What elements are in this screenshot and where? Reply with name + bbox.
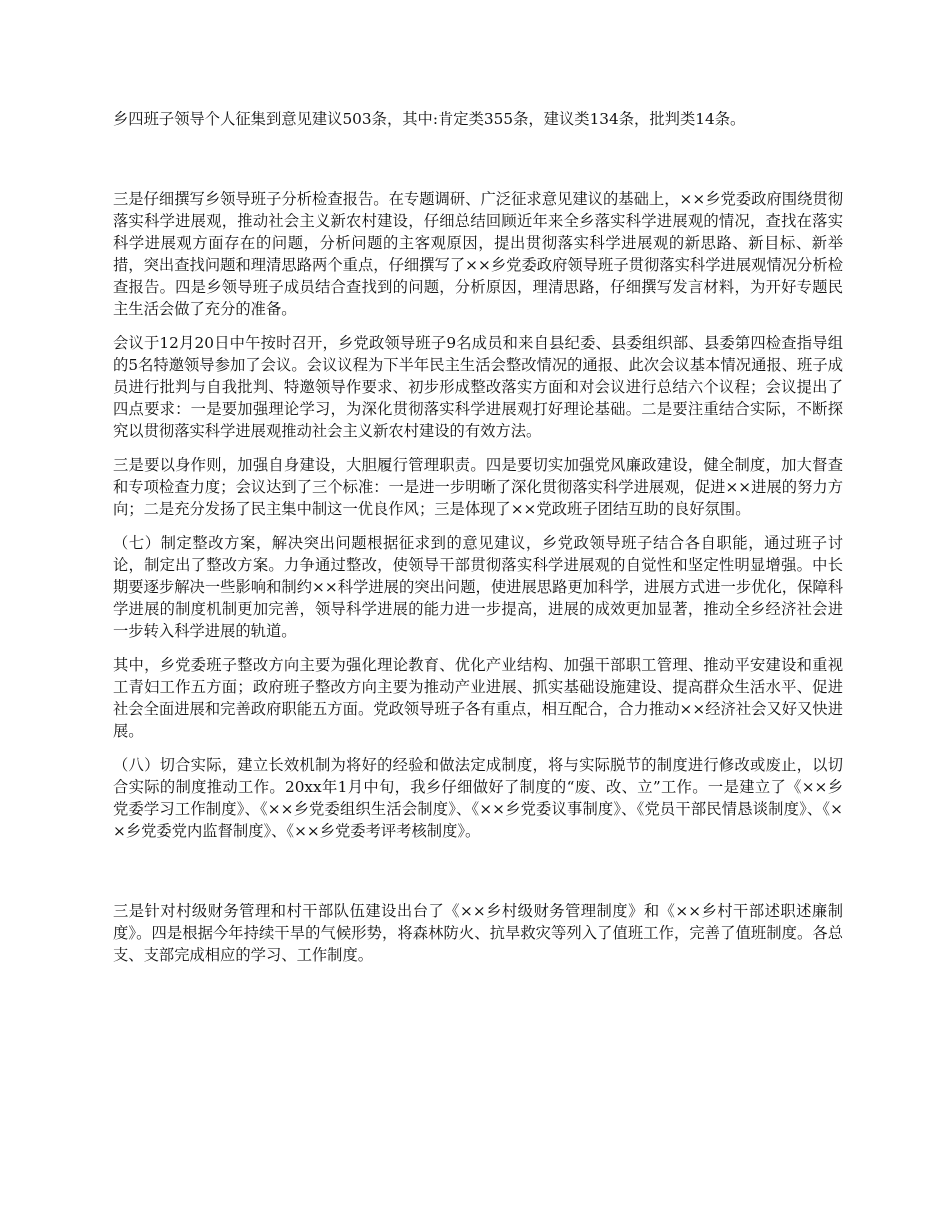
document-body [113,108,843,966]
paragraph-opinion-stats: 乡四班子领导个人征集到意见建议503条，其中:肯定类355条，建议类134条，批判类14条。 [113,110,746,128]
paragraph-meeting-held: 会议于12月20日中午按时召开，乡党政领导班子9名成员和来自县纪委、县委组织部、县委第四检查指导组的5名特邀领导参加了会议。会议议程为下半年民主生活会整改情况的通报、此次会议基本情况通报、班子成员进行批判与自我批判、特邀领导作要求、初步形成整改落实方面和对会议进行总结六个议程；会议提出了四点要求：一是要加强理论学习，为深化贯彻落实科学进展观打好理论基础。二是要注重结合实际，不断探究以贯彻落实科学进展观推动社会主义新农村建设的有效方法。 [113,334,843,440]
paragraph-long-term-mechanism: （八）切合实际，建立长效机制为将好的经验和做法定成制度，将与实际脱节的制度进行修改或废止，以切合实际的制度推动工作。20xx年1月中旬，我乡仔细做好了制度的“废、改、立”工作。一是建立了《××乡党委学习工作制度》、《××乡党委组织生活会制度》、《××乡党委议事制度》、《党员干部民情恳谈制度》、《××乡党委党内监督制度》、《××乡党委考评考核制度》。 [113,756,843,840]
paragraph-meeting-requirements: 三是要以身作则，加强自身建设，大胆履行管理职责。四是要切实加强党风廉政建设，健全制度，加大督查和专项检查力度；会议达到了三个标准：一是进一步明晰了深化贯彻落实科学进展观，促进××进展的努力方向；二是充分发扬了民主集中制这一优良作风；三是体现了××党政班子团结互助的良好氛围。 [113,456,843,518]
paragraph-rectification-directions: 其中，乡党委班子整改方向主要为强化理论教育、优化产业结构、加强干部职工管理、推动平安建设和重视工青妇工作五方面；政府班子整改方向主要为推动产业进展、抓实基础设施建设、提高群众生活水平、促进社会全面进展和完善政府职能五方面。党政领导班子各有重点，相互配合，合力推动××经济社会又好又快进展。 [113,656,843,740]
paragraph-village-finance: 三是针对村级财务管理和村干部队伍建设出台了《××乡村级财务管理制度》和《××乡村干部述职述廉制度》。四是根据今年持续干旱的气候形势，将森林防火、抗旱救灾等列入了值班工作，完善了值班制度。各总支、支部完成相应的学习、工作制度。 [113,902,843,964]
paragraph-analysis-report: 三是仔细撰写乡领导班子分析检查报告。在专题调研、广泛征求意见建议的基础上，××乡党委政府围绕贯彻落实科学进展观，推动社会主义新农村建设，仔细总结回顾近年来全乡落实科学进展观的情况，查找在落实科学进展观方面存在的问题，分析问题的主客观原因，提出贯彻落实科学进展观的新思路、新目标、新举措，突出查找问题和理清思路两个重点，仔细撰写了××乡党委政府领导班子贯彻落实科学进展观情况分析检查报告。四是乡领导班子成员结合查找到的问题，分析原因，理清思路，仔细撰写发言材料，为开好专题民主生活会做了充分的准备。 [113,190,843,318]
paragraph-rectification-plan: （七）制定整改方案，解决突出问题根据征求到的意见建议，乡党政领导班子结合各自职能，通过班子讨论，制定出了整改方案。力争通过整改，使领导干部贯彻落实科学进展观的自觉性和坚定性明显增强。中长期要逐步解决一些影响和制约××科学进展的突出问题，使进展思路更加科学，进展方式进一步优化，保障科学进展的制度机制更加完善，领导科学进展的能力进一步提高，进展的成效更加显著，推动全乡经济社会进一步转入科学进展的轨道。 [113,534,843,640]
